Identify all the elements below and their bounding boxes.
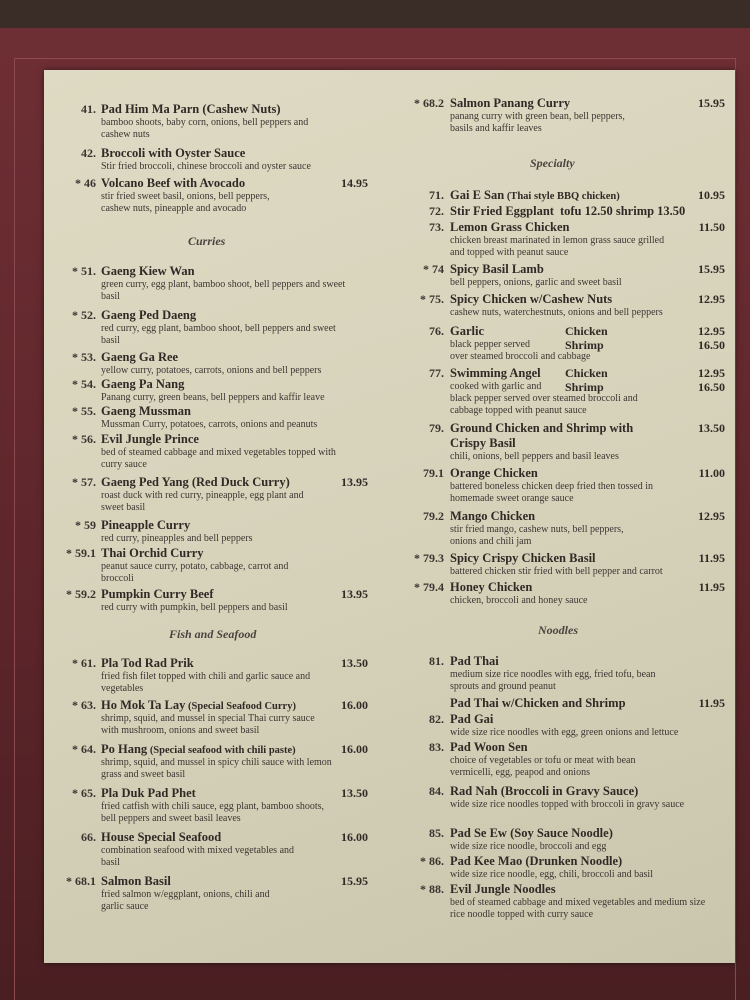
item-name-text: Pad Him Ma Parn (Cashew Nuts): [101, 102, 281, 116]
category-heading: Fish and Seafood: [169, 627, 257, 641]
item-name: [450, 262, 544, 277]
item-number: 73.: [429, 220, 444, 234]
item-name: [101, 432, 199, 447]
item-number: * 52.: [72, 308, 96, 322]
item-name: [450, 712, 493, 727]
item-price: 15.95: [698, 262, 725, 276]
binder-stitch-right: [735, 58, 736, 1000]
item-name: [101, 176, 245, 191]
item-description: wide size rice noodle, egg, chili, broccoli and basil: [450, 869, 653, 880]
item-description: wide size rice noodles with egg, green onions and lettuce: [450, 727, 679, 738]
item-number: * 63.: [72, 698, 96, 712]
item-number: * 55.: [72, 404, 96, 418]
binder-stitch-left: [14, 58, 15, 1000]
item-name: [101, 308, 196, 323]
item-option: Shrimp: [565, 338, 604, 352]
item-description: cooked with garlic and: [450, 381, 542, 392]
item-prices-inline: tofu 12.50 shrimp 13.50: [559, 204, 686, 218]
item-price: 13.95: [341, 587, 368, 601]
item-number: * 65.: [72, 786, 96, 800]
item-name-text: Gai E San: [450, 188, 505, 202]
item-description: wide size rice noodle, broccoli and egg: [450, 841, 607, 852]
item-number: * 61.: [72, 656, 96, 670]
item-description: panang curry with green bean, bell peppers, basils and kaffir leaves: [450, 111, 625, 134]
item-name-text: Salmon Panang Curry: [450, 96, 571, 110]
item-number: 76.: [429, 324, 444, 338]
item-subtitle: (Special seafood with chili paste): [147, 745, 296, 756]
item-name-text: Ho Mok Ta Lay: [101, 698, 186, 712]
item-name: [101, 698, 296, 713]
item-name-text: Broccoli with Oyster Sauce: [101, 146, 246, 160]
item-description: bell peppers, onions, garlic and sweet basil: [450, 277, 622, 288]
item-option: Chicken: [565, 324, 608, 338]
item-name-text: Pad Thai: [450, 654, 499, 668]
item-number: 79.: [429, 421, 444, 435]
item-price: 11.95: [698, 580, 725, 594]
item-description: fried catfish with chili sauce, egg plant, bamboo shoots, bell peppers and sweet basil leaves: [101, 801, 325, 824]
item-name: [101, 587, 214, 602]
item-name-text: Gaeng Mussman: [101, 404, 191, 418]
item-description: stir fried sweet basil, onions, bell peppers, cashew nuts, pineapple and avocado: [101, 191, 270, 214]
item-number: * 68.1: [66, 874, 96, 888]
item-number: * 59: [75, 518, 96, 532]
item-name-text: Gaeng Pa Nang: [101, 377, 185, 391]
item-description: battered boneless chicken deep fried then tossed in homemade sweet orange sauce: [450, 481, 653, 504]
item-price: 12.95: [698, 509, 725, 523]
item-name-text: Evil Jungle Noodles: [450, 882, 556, 896]
item-subtitle: (Thai style BBQ chicken): [504, 191, 620, 202]
item-name-line2: Crispy Basil: [450, 436, 516, 450]
item-description: bed of steamed cabbage and mixed vegetables and medium size rice noodle topped with curry sauce: [450, 897, 706, 920]
item-name: [101, 546, 204, 561]
item-price: 13.50: [341, 656, 368, 670]
item-number: 71.: [429, 188, 444, 202]
item-number: * 57.: [72, 475, 96, 489]
item-price: 11.95: [698, 551, 725, 565]
item-description: battered chicken stir fried with bell pepper and carrot: [450, 566, 663, 577]
item-name: [450, 784, 638, 799]
item-name-text: Spicy Crispy Chicken Basil: [450, 551, 596, 565]
item-price: 13.50: [698, 421, 725, 435]
item-description: black pepper served: [450, 339, 530, 350]
item-number: 84.: [429, 784, 444, 798]
item-number: 83.: [429, 740, 444, 754]
item-number: 79.1: [423, 466, 444, 480]
item-name: [450, 96, 570, 111]
item-name: [101, 350, 178, 365]
item-name-text: Gaeng Ga Ree: [101, 350, 179, 364]
item-name: [450, 509, 535, 524]
item-name: [101, 742, 296, 757]
item-name: [450, 466, 538, 481]
item-number: * 56.: [72, 432, 96, 446]
item-price: 16.00: [341, 698, 368, 712]
item-option: Chicken: [565, 366, 608, 380]
item-description: Panang curry, green beans, bell peppers and kaffir leave: [101, 392, 325, 403]
item-number: * 54.: [72, 377, 96, 391]
category-heading: Curries: [188, 234, 226, 248]
item-subtitle: (Special Seafood Curry): [185, 701, 296, 712]
item-number: 41.: [81, 102, 96, 116]
item-number: * 68.2: [414, 96, 444, 110]
item-description: red curry with pumpkin, bell peppers and basil: [101, 602, 288, 613]
item-name-text: Honey Chicken: [450, 580, 533, 594]
item-price: 11.95: [698, 696, 725, 710]
item-number: 72.: [429, 204, 444, 218]
item-option-price: 12.95: [698, 324, 725, 338]
item-name-text: Gaeng Kiew Wan: [101, 264, 195, 278]
item-description: Stir fried broccoli, chinese broccoli and oyster sauce: [101, 161, 311, 172]
item-description: stir fried mango, cashew nuts, bell peppers, onions and chili jam: [450, 524, 624, 547]
item-number: 77.: [429, 366, 444, 380]
item-name: [450, 551, 596, 566]
item-name-text: Pla Tod Rad Prik: [101, 656, 194, 670]
item-description: yellow curry, potatoes, carrots, onions and bell peppers: [101, 365, 322, 376]
item-name-text: Gaeng Ped Yang (Red Duck Curry): [101, 475, 290, 489]
item-name: [101, 264, 195, 279]
item-name-text: Pla Duk Pad Phet: [101, 786, 196, 800]
item-description: chicken breast marinated in lemon grass sauce grilled and topped with peanut sauce: [450, 235, 665, 258]
item-price: 15.95: [698, 96, 725, 110]
item-price: 13.50: [341, 786, 368, 800]
item-name: [450, 366, 541, 381]
item-number: * 74: [423, 262, 444, 276]
item-number: 81.: [429, 654, 444, 668]
item-name: [450, 580, 532, 595]
category-heading: Noodles: [538, 623, 578, 637]
item-option: Shrimp: [565, 380, 604, 394]
item-name-text: Spicy Chicken w/Cashew Nuts: [450, 292, 613, 306]
item-number: 42.: [81, 146, 96, 160]
item-name: [450, 740, 528, 755]
item-option-price: 16.50: [698, 380, 725, 394]
item-description: green curry, egg plant, bamboo shoot, bell peppers and sweet basil: [101, 279, 346, 302]
menu-page: [44, 70, 735, 963]
item-description: chicken, broccoli and honey sauce: [450, 595, 588, 606]
item-description: choice of vegetables or tofu or meat with bean vermicelli, egg, peapod and onions: [450, 755, 636, 778]
item-name: [450, 882, 556, 897]
item-price: 15.95: [341, 874, 368, 888]
item-name-text: Pad Kee Mao (Drunken Noodle): [450, 854, 623, 868]
category-heading: Specialty: [530, 156, 575, 170]
item-description: peanut sauce curry, potato, cabbage, carrot and broccoli: [101, 561, 289, 584]
item-name: [101, 786, 196, 801]
item-description: red curry, pineapples and bell peppers: [101, 533, 253, 544]
item-price: 11.50: [698, 220, 725, 234]
item-description: over steamed broccoli and cabbage: [450, 351, 591, 362]
item-name: [101, 404, 191, 419]
item-price: 10.95: [698, 188, 725, 202]
item-name-text: Volcano Beef with Avocado: [101, 176, 246, 190]
item-description: bed of steamed cabbage and mixed vegetables topped with curry sauce: [101, 447, 336, 470]
item-name-text: Pineapple Curry: [101, 518, 191, 532]
item-number: * 75.: [420, 292, 444, 306]
item-number: 82.: [429, 712, 444, 726]
item-name-text: Garlic: [450, 324, 485, 338]
item-number: * 88.: [420, 882, 444, 896]
item-description: fried salmon w/eggplant, onions, chili and garlic sauce: [101, 889, 270, 912]
item-name-text: Stir Fried Eggplant: [450, 204, 554, 218]
item-name-text: Evil Jungle Prince: [101, 432, 199, 446]
item-name: [450, 421, 633, 436]
item-name: [101, 874, 171, 889]
item-name-text: Lemon Grass Chicken: [450, 220, 570, 234]
item-price: 12.95: [698, 292, 725, 306]
item-price: 16.00: [341, 830, 368, 844]
item-number: * 59.1: [66, 546, 96, 560]
item-description: bamboo shoots, baby corn, onions, bell peppers and cashew nuts: [101, 117, 309, 140]
item-name-text: Ground Chicken and Shrimp with: [450, 421, 634, 435]
item-name: [101, 475, 290, 490]
item-name: [450, 854, 622, 869]
item-description: chili, onions, bell peppers and basil leaves: [450, 451, 619, 462]
item-name-text: Pad Woon Sen: [450, 740, 528, 754]
item-name-text: Mango Chicken: [450, 509, 536, 523]
item-name: [450, 324, 484, 339]
item-name-text: Pad Se Ew (Soy Sauce Noodle): [450, 826, 613, 840]
item-name-text: Po Hang: [101, 742, 148, 756]
item-description: shrimp, squid, and mussel in spicy chili sauce with lemon grass and sweet basil: [101, 757, 332, 780]
item-description: medium size rice noodles with egg, fried tofu, bean sprouts and ground peanut: [450, 669, 656, 692]
item-name-text: Pad Gai: [450, 712, 494, 726]
item-name-text: House Special Seafood: [101, 830, 222, 844]
item-description: black pepper served over steamed broccoli and cabbage topped with peanut sauce: [450, 393, 638, 416]
item-name: [101, 518, 190, 533]
item-name-text: Rad Nah (Broccoli in Gravy Sauce): [450, 784, 639, 798]
item-name-text: Spicy Basil Lamb: [450, 262, 544, 276]
item-description: cashew nuts, waterchestnuts, onions and bell peppers: [450, 307, 663, 318]
item-description: combination seafood with mixed vegetables and basil: [101, 845, 295, 868]
item-description: roast duck with red curry, pineapple, egg plant and sweet basil: [101, 490, 304, 513]
item-name: [101, 102, 281, 117]
item-number: * 53.: [72, 350, 96, 364]
item-name-text: Swimming Angel: [450, 366, 541, 380]
item-number: * 86.: [420, 854, 444, 868]
item-name: [450, 826, 613, 841]
item-option-price: 12.95: [698, 366, 725, 380]
item-name: [450, 654, 499, 669]
item-name: [101, 146, 245, 161]
item-description: Mussman Curry, potatoes, carrots, onions and peanuts: [101, 419, 318, 430]
item-number: 66.: [81, 830, 96, 844]
item-option-price: 16.50: [698, 338, 725, 352]
item-number: * 59.2: [66, 587, 96, 601]
item-price: 13.95: [341, 475, 368, 489]
item-description: wide size rice noodles topped with broccoli in gravy sauce: [450, 799, 685, 810]
item-name-text: Salmon Basil: [101, 874, 171, 888]
item-number: * 79.3: [414, 551, 444, 565]
binder-stitch-top: [14, 58, 736, 59]
item-name: [450, 204, 685, 219]
item-name-text: Pumpkin Curry Beef: [101, 587, 214, 601]
item-name: [450, 220, 569, 235]
item-number: * 46: [75, 176, 96, 190]
item-number: * 64.: [72, 742, 96, 756]
item-description: red curry, egg plant, bamboo shoot, bell peppers and sweet basil: [101, 323, 336, 346]
item-name-variant: Pad Thai w/Chicken and Shrimp: [450, 696, 626, 710]
item-number: 85.: [429, 826, 444, 840]
item-number: * 79.4: [414, 580, 444, 594]
item-name: [450, 292, 612, 307]
item-name: [101, 656, 194, 671]
item-name-text: Gaeng Ped Daeng: [101, 308, 197, 322]
item-name: [101, 830, 221, 845]
item-number: 79.2: [423, 509, 444, 523]
item-price: 11.00: [698, 466, 725, 480]
item-description: fried fish filet topped with chili and garlic sauce and vegetables: [101, 671, 311, 694]
item-name: [450, 188, 620, 203]
item-price: 14.95: [341, 176, 368, 190]
item-name-text: Thai Orchid Curry: [101, 546, 204, 560]
item-name: [101, 377, 184, 392]
item-name-text: Orange Chicken: [450, 466, 538, 480]
item-description: shrimp, squid, and mussel in special Thai curry sauce with mushroom, onions and sweet basil: [101, 713, 315, 736]
item-number: * 51.: [72, 264, 96, 278]
item-price: 16.00: [341, 742, 368, 756]
